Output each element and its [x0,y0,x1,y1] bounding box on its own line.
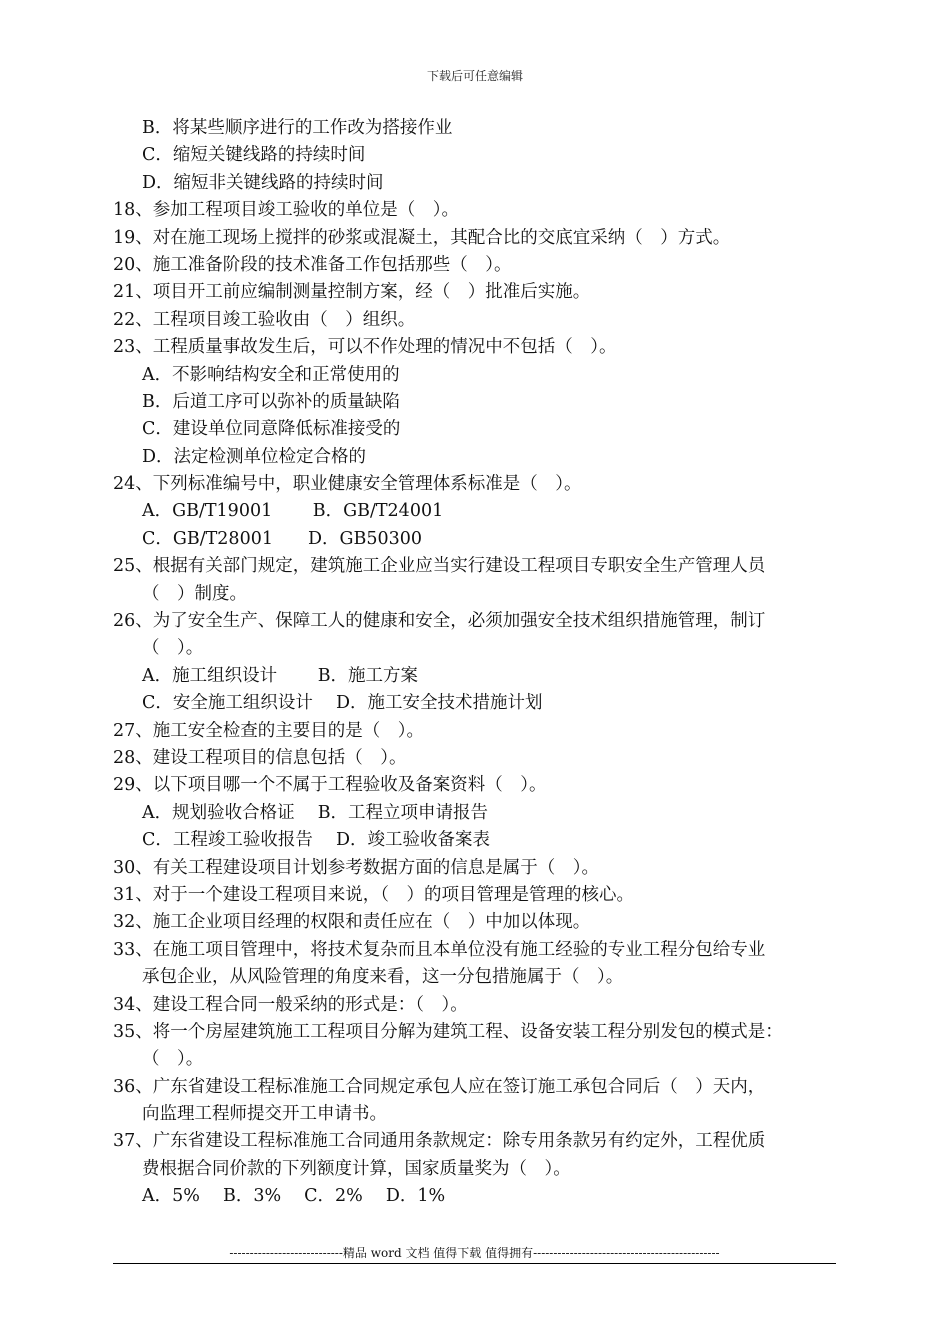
option-line: B．将某些顺序进行的工作改为搭接作业 [142,118,453,138]
question-list [113,115,848,1211]
question-line: 29、以下项目哪一个不属于工程验收及备案资料（ ）。 [113,775,547,796]
question-continuation: 承包企业，从风险管理的角度来看，这一分包措施属于（ ）。 [142,967,624,988]
question-line: 19、对在施工现场上搅拌的砂浆或混凝土，其配合比的交底宜采纳（ ）方式。 [113,227,731,248]
option-line: C．工程竣工验收报告 D．竣工验收备案表 [142,830,490,851]
question-continuation: （ ）。 [142,638,204,659]
page-header: 下载后可任意编辑 [426,69,523,83]
question-line: 32、施工企业项目经理的权限和责任应在（ ）中加以体现。 [113,912,591,933]
option-line: A．施工组织设计 B．施工方案 [142,665,419,686]
question-line: 34、建设工程合同一般采纳的形式是：（ ）。 [113,994,468,1015]
question-line: 33、在施工项目管理中，将技术复杂而且本单位没有施工经验的专业工程分包给专业 [113,939,766,960]
question-continuation: 向监理工程师提交开工申请书。 [142,1104,387,1125]
question-line: 36、广东省建设工程标准施工合同规定承包人应在签订施工承包合同后（ ）天内， [113,1076,766,1097]
option-line: D．法定检测单位检定合格的 [142,446,367,467]
option-line: A．GB/T19001 B．GB/T24001 [142,501,444,522]
question-line: 25、根据有关部门规定，建筑施工企业应当实行建设工程项目专职安全生产管理人员 [113,556,766,577]
question-line: 26、为了安全生产、保障工人的健康和安全，必须加强安全技术组织措施管理，制订 [113,611,766,632]
question-line: 27、施工安全检查的主要目的是（ ）。 [113,720,425,741]
question-line: 23、工程质量事故发生后，可以不作处理的情况中不包括（ ）。 [113,337,617,358]
option-line: C．安全施工组织设计 D．施工安全技术措施计划 [142,693,543,714]
option-line: A．5% B．3% C．2% D．1% [142,1186,446,1207]
question-line: 35、将一个房屋建筑施工工程项目分解为建筑工程、设备安装工程分别发包的模式是： [113,1021,783,1042]
option-line: D．缩短非关键线路的持续时间 [142,172,384,193]
question-line: 22、工程项目竣工验收由（ ）组织。 [113,309,416,330]
question-line: 18、参加工程项目竣工验收的单位是（ ）。 [113,200,460,221]
option-line: C．缩短关键线路的持续时间 [142,145,366,166]
question-line: 31、对于一个建设工程项目来说，（ ）的项目管理是管理的核心。 [113,884,635,905]
question-line: 24、下列标准编号中，职业健康安全管理体系标准是（ ）。 [113,474,582,495]
option-line: A．不影响结构安全和正常使用的 [142,364,400,385]
question-continuation: （ ）。 [142,1049,204,1070]
question-line: 30、有关工程建设项目计划参考数据方面的信息是属于（ ）。 [113,857,600,878]
question-line: 20、施工准备阶段的技术准备工作包括那些（ ）。 [113,254,512,275]
option-line: C．建设单位同意降低标准接受的 [142,419,401,440]
question-line: 21、项目开工前应编制测量控制方案，经（ ）批准后实施。 [113,282,591,303]
option-line: A．规划验收合格证 B．工程立项申请报告 [142,802,489,823]
page-footer: ----------------------------精品 word 文档 值得下载 值得拥有---------------------------------------------- [113,1244,836,1264]
question-line: 37、广东省建设工程标准施工合同通用条款规定：除专用条款另有约定外，工程优质 [113,1131,766,1152]
option-line: C．GB/T28001 D．GB50300 [142,528,423,549]
question-continuation: （ ）制度。 [142,583,247,604]
option-line: B．后道工序可以弥补的质量缺陷 [142,391,400,412]
question-line: 28、建设工程项目的信息包括（ ）。 [113,747,407,768]
question-continuation: 费根据合同价款的下列额度计算，国家质量奖为（ ）。 [142,1158,571,1179]
